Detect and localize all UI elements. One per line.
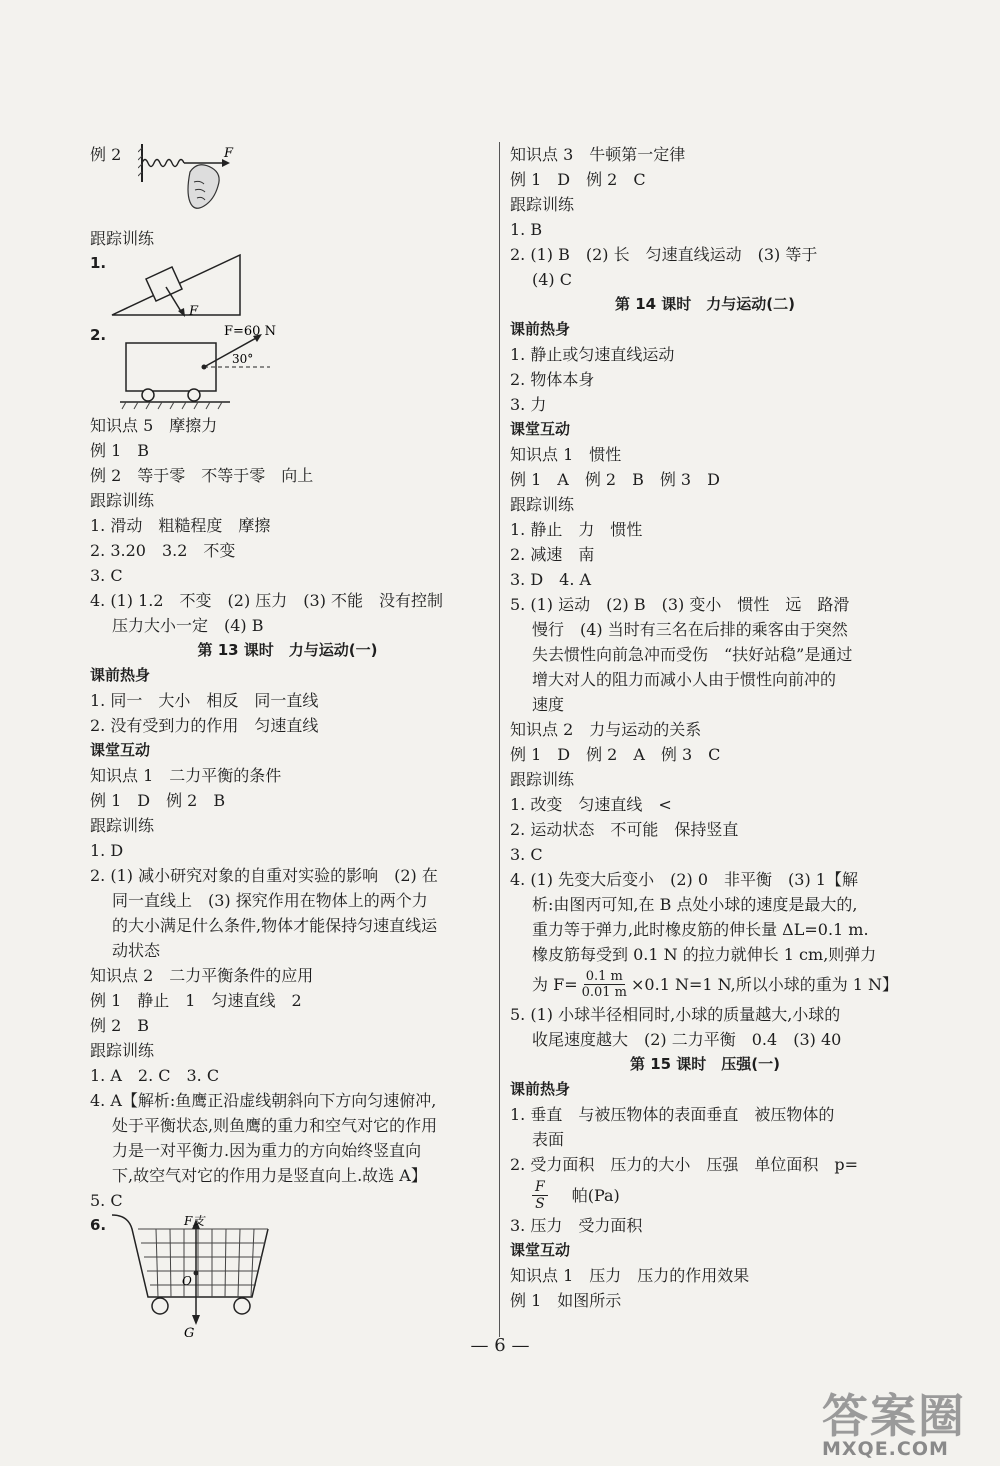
answer-line: 速度 (532, 695, 565, 714)
answer-line: 1. 静止或匀速直线运动 (510, 345, 675, 364)
answer-line: 3. C (510, 845, 543, 864)
kp2-example-1: 例 1 静止 1 匀速直线 2 (90, 991, 302, 1010)
answer-line: 5. (1) 运动 (2) B (3) 变小 惯性 远 路滑 (510, 595, 850, 614)
answer-line: 1. 改变 匀速直线 < (510, 795, 672, 814)
answer-line: 2. (1) 减小研究对象的自重对实验的影响 (2) 在 (90, 866, 438, 885)
fig2-angle-label: 30° (232, 352, 254, 366)
kp3-examples: 例 1 D 例 2 C (510, 170, 646, 189)
item-6-number: 6. (90, 1216, 107, 1234)
answer-line: 2. 物体本身 (510, 370, 595, 389)
item-1-number: 1. (90, 254, 107, 272)
answer-line: 2. (1) B (2) 长 匀速直线运动 (3) 等于 (510, 245, 818, 264)
kp1-heading: 知识点 1 压力 压力的作用效果 (510, 1266, 750, 1285)
answer-line: 3. C (90, 566, 123, 585)
fig6-support-force-label: F支 (184, 1214, 205, 1228)
answer-line: 处于平衡状态,则鱼鹰的重力和空气对它的作用 (112, 1116, 438, 1135)
incline-figure (110, 251, 250, 323)
answer-line: 3. D 4. A (510, 570, 592, 589)
spring-hand-figure (138, 142, 248, 226)
shopping-cart-figure (110, 1213, 280, 1338)
tracking-heading: 跟踪训练 (510, 495, 575, 514)
kp2-example-2: 例 2 B (90, 1016, 150, 1035)
fig2-force-label: F=60 N (224, 324, 276, 339)
pre-class-heading: 课前热身 (510, 1080, 571, 1098)
answer-line: 5. C (90, 1191, 123, 1210)
answer-line: 同一直线上 (3) 探究作用在物体上的两个力 (112, 891, 428, 910)
answer-line: 力是一对平衡力.因为重力的方向始终竖直向 (112, 1141, 422, 1160)
lesson-13-title: 第 13 课时 力与运动(一) (197, 641, 378, 659)
answer-line: 下,故空气对它的作用力是竖直向上.故选 A】 (112, 1166, 427, 1185)
answer-line: 4. (1) 先变大后变小 (2) 0 非平衡 (3) 1【解 (510, 870, 858, 889)
answer-line: 慢行 (4) 当时有三名在后排的乘客由于突然 (532, 620, 848, 639)
left-column (90, 142, 485, 1338)
fig6-center-label: O (182, 1274, 192, 1288)
kp5-example-2: 例 2 等于零 不等于零 向上 (90, 466, 314, 485)
answer-line: 2. 3.20 3.2 不变 (90, 541, 236, 560)
answer-line: 压力大小一定 (4) B (112, 616, 264, 635)
kp2-heading: 知识点 2 二力平衡条件的应用 (90, 966, 314, 985)
answer-line: 1. 滑动 粗糙程度 摩擦 (90, 516, 271, 535)
pressure-formula-line (510, 1177, 900, 1213)
answer-line: 析:由图丙可知,在 B 点处小球的速度是最大的, (532, 895, 858, 914)
answer-line: 2. 受力面积 压力的大小 压强 单位面积 p= (510, 1155, 859, 1174)
answer-line: 增大对人的阻力而减小人由于惯性向前冲的 (532, 670, 837, 689)
fig6-block (90, 1213, 485, 1338)
answer-line: 1. B (510, 220, 543, 239)
kp1-examples: 例 1 D 例 2 B (90, 791, 226, 810)
formula-prefix: 为 F= (532, 975, 578, 994)
answer-line: 重力等于弹力,此时橡皮筋的伸长量 ΔL=0.1 m. (532, 920, 869, 939)
fraction (532, 1179, 548, 1212)
fraction-denominator: S (535, 1195, 545, 1212)
kp1-heading: 知识点 1 惯性 (510, 445, 622, 464)
kp1-example-1: 例 1 如图所示 (510, 1291, 622, 1310)
watermark-logo (822, 1380, 997, 1460)
formula-line (510, 967, 900, 1002)
item-2-number: 2. (90, 326, 107, 344)
ex2-label: 例 2 (90, 145, 122, 164)
answer-line: 4. (1) 1.2 不变 (2) 压力 (3) 不能 没有控制 (90, 591, 444, 610)
watermark-title: 答案圈 (822, 1389, 966, 1443)
answer-line: 1. 静止 力 惯性 (510, 520, 643, 539)
tracking-heading: 跟踪训练 (90, 1041, 155, 1060)
tracking-heading: 跟踪训练 (510, 770, 575, 789)
fraction-numerator: F (532, 1179, 548, 1196)
answer-line: 动状态 (112, 941, 161, 960)
pre-class-heading: 课前热身 (510, 320, 571, 338)
ex2-block (90, 142, 485, 226)
pre-class-heading: 课前热身 (90, 666, 151, 684)
answer-line: 1. 同一 大小 相反 同一直线 (90, 691, 319, 710)
answer-line: 的大小满足什么条件,物体才能保持匀速直线运 (112, 916, 438, 935)
answer-line: 2. 运动状态 不可能 保持竖直 (510, 820, 739, 839)
watermark-url: MXQE.COM (822, 1438, 949, 1460)
kp2-examples: 例 1 D 例 2 A 例 3 C (510, 745, 721, 764)
fraction-denominator: 0.01 m (581, 985, 628, 1000)
right-column (510, 142, 900, 1313)
pressure-unit: 帕(Pa) (571, 1185, 620, 1205)
ex2-force-label: F (224, 146, 234, 161)
answer-line: 橡皮筋每受到 0.1 N 的拉力就伸长 1 cm,则弹力 (532, 945, 877, 964)
tracking-heading: 跟踪训练 (90, 491, 155, 510)
answer-line: 3. 力 (510, 395, 547, 414)
tracking-heading: 跟踪训练 (510, 195, 575, 214)
answer-line: 1. 垂直 与被压物体的表面垂直 被压物体的 (510, 1105, 835, 1124)
answer-line: 5. (1) 小球半径相同时,小球的质量越大,小球的 (510, 1005, 841, 1024)
answer-line: 1. A 2. C 3. C (90, 1066, 220, 1085)
kp1-examples: 例 1 A 例 2 B 例 3 D (510, 470, 720, 489)
page-number: — 6 — (470, 1335, 530, 1356)
answer-line: (4) C (532, 270, 572, 289)
fig1-block (90, 251, 485, 323)
fig1-force-label: F (189, 304, 199, 319)
answer-line: 1. D (90, 841, 124, 860)
tracking-heading: 跟踪训练 (90, 229, 155, 248)
answer-line: 失去惯性向前急冲而受伤 “扶好站稳”是通过 (532, 645, 853, 664)
kp3-heading: 知识点 3 牛顿第一定律 (510, 145, 686, 164)
class-interaction-heading: 课堂互动 (510, 420, 571, 438)
answer-line: 表面 (532, 1130, 565, 1149)
fraction (580, 969, 629, 1000)
answer-line: 2. 减速 南 (510, 545, 595, 564)
fig6-gravity-label: G (184, 1326, 195, 1338)
class-interaction-heading: 课堂互动 (90, 741, 151, 759)
fraction-numerator: 0.1 m (585, 969, 623, 984)
kp5-example-1: 例 1 B (90, 441, 150, 460)
answer-line: 2. 没有受到力的作用 匀速直线 (90, 716, 319, 735)
formula-suffix: ×0.1 N=1 N,所以小球的重为 1 N】 (631, 975, 899, 994)
answer-line: 收尾速度越大 (2) 二力平衡 0.4 (3) 40 (532, 1030, 842, 1049)
kp2-heading: 知识点 2 力与运动的关系 (510, 720, 702, 739)
fig2-block (90, 323, 485, 413)
class-interaction-heading: 课堂互动 (510, 1241, 571, 1259)
answer-line: 3. 压力 受力面积 (510, 1216, 643, 1235)
column-divider (499, 142, 500, 1337)
kp5-heading: 知识点 5 摩擦力 (90, 416, 218, 435)
lesson-14-title: 第 14 课时 力与运动(二) (614, 295, 796, 313)
kp1-heading: 知识点 1 二力平衡的条件 (90, 766, 282, 785)
lesson-15-title: 第 15 课时 压强(一) (629, 1055, 781, 1073)
tracking-heading: 跟踪训练 (90, 816, 155, 835)
cart-figure (120, 323, 320, 413)
answer-line: 4. A【解析:鱼鹰正沿虚线朝斜向下方向匀速俯冲, (90, 1091, 437, 1110)
